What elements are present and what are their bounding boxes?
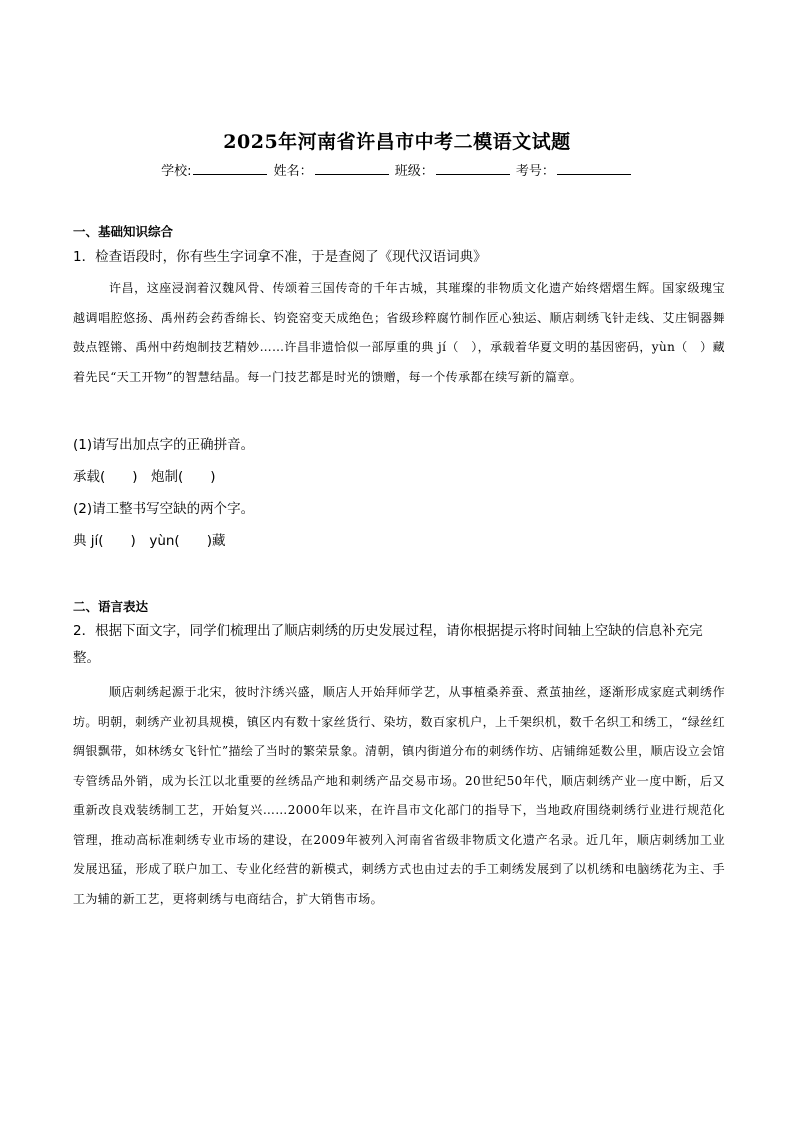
- question-1-sub-1: (1)请写出加点字的正确拼音。: [73, 437, 255, 453]
- student-info-row: [0, 160, 794, 179]
- question-1-stem: 1．检查语段时，你有些生字词拿不准，于是查阅了《现代汉语词典》: [73, 249, 487, 265]
- exam-number-blank: [557, 162, 631, 175]
- question-1-passage: 许昌，这座浸润着汉魏风骨、传颂着三国传奇的千年古城，其璀璨的非物质文化遗产始终熠熠生辉。国家级瑰宝越调唱腔悠扬、禹州药会药香绵长、钧瓷窑变天成绝色；省级珍粹腐竹制作匠心独运、顺店刺绣飞针走线、艾庄铜器舞鼓点铿锵、禹州中药炮制技艺精妙……许昌非遗恰似一部厚重的典 jí（ ），承载着华夏文明的基因密码，yùn（ ）藏着先民“天工开物”的智慧结晶。每一门技艺都是时光的馈赠，每一个传承都在续写新的篇章。: [73, 281, 725, 384]
- question-1-sub-2: (2)请工整书写空缺的两个字。: [73, 501, 255, 517]
- question-1-sub-2-answer: 典 jí( ) yùn( )藏: [73, 533, 226, 549]
- school-label: 学校:: [161, 164, 192, 179]
- class-blank: [436, 162, 510, 175]
- document-title: 2025年河南省许昌市中考二模语文试题: [223, 131, 571, 153]
- question-2-stem: 2．根据下面文字，同学们梳理出了顺店刺绣的历史发展过程，请你根据提示将时间轴上空缺的信息补充完整。: [73, 623, 703, 666]
- class-label: 班级：: [394, 164, 434, 179]
- name-blank: [315, 162, 389, 175]
- question-1-sub-1-answer: 承载( ) 炮制( ): [73, 469, 216, 485]
- question-2-passage: 顺店刺绣起源于北宋，彼时汴绣兴盛，顺店人开始拜师学艺，从事植桑养蚕、煮茧抽丝，逐渐形成家庭式刺绣作坊。明朝，刺绣产业初具规模，镇区内有数十家丝货行、染坊，数百家机户，上千架织机，数千名织工和绣工，“绿丝红绸银飘带，如林绣女飞针忙”描绘了当时的繁荣景象。清朝，镇内街道分布的刺绣作坊、店铺绵延数公里，顺店设立会馆专管绣品外销，成为长江以北重要的丝绣品产地和刺绣产品交易市场。20世纪50年代，顺店刺绣产业一度中断，后又重新改良戏装绣制工艺，开始复兴……2000年以来，在许昌市文化部门的指导下，当地政府围绕刺绣行业进行规范化管理，推动高标准刺绣专业市场的建设，在2009年被列入河南省省级非物质文化遗产名录。近几年，顺店刺绣加工业发展迅猛，形成了联户加工、专业化经营的新模式，刺绣方式也由过去的手工刺绣发展到了以机绣和电脑绣花为主、手工为辅的新工艺，更将刺绣与电商结合，扩大销售市场。: [73, 685, 725, 906]
- school-blank: [193, 162, 267, 175]
- exam-number-label: 考号：: [515, 164, 555, 179]
- section-heading-1: 一、基础知识综合: [73, 224, 174, 239]
- section-heading-2: 二、语言表达: [73, 599, 149, 614]
- name-label: 姓名：: [273, 164, 313, 179]
